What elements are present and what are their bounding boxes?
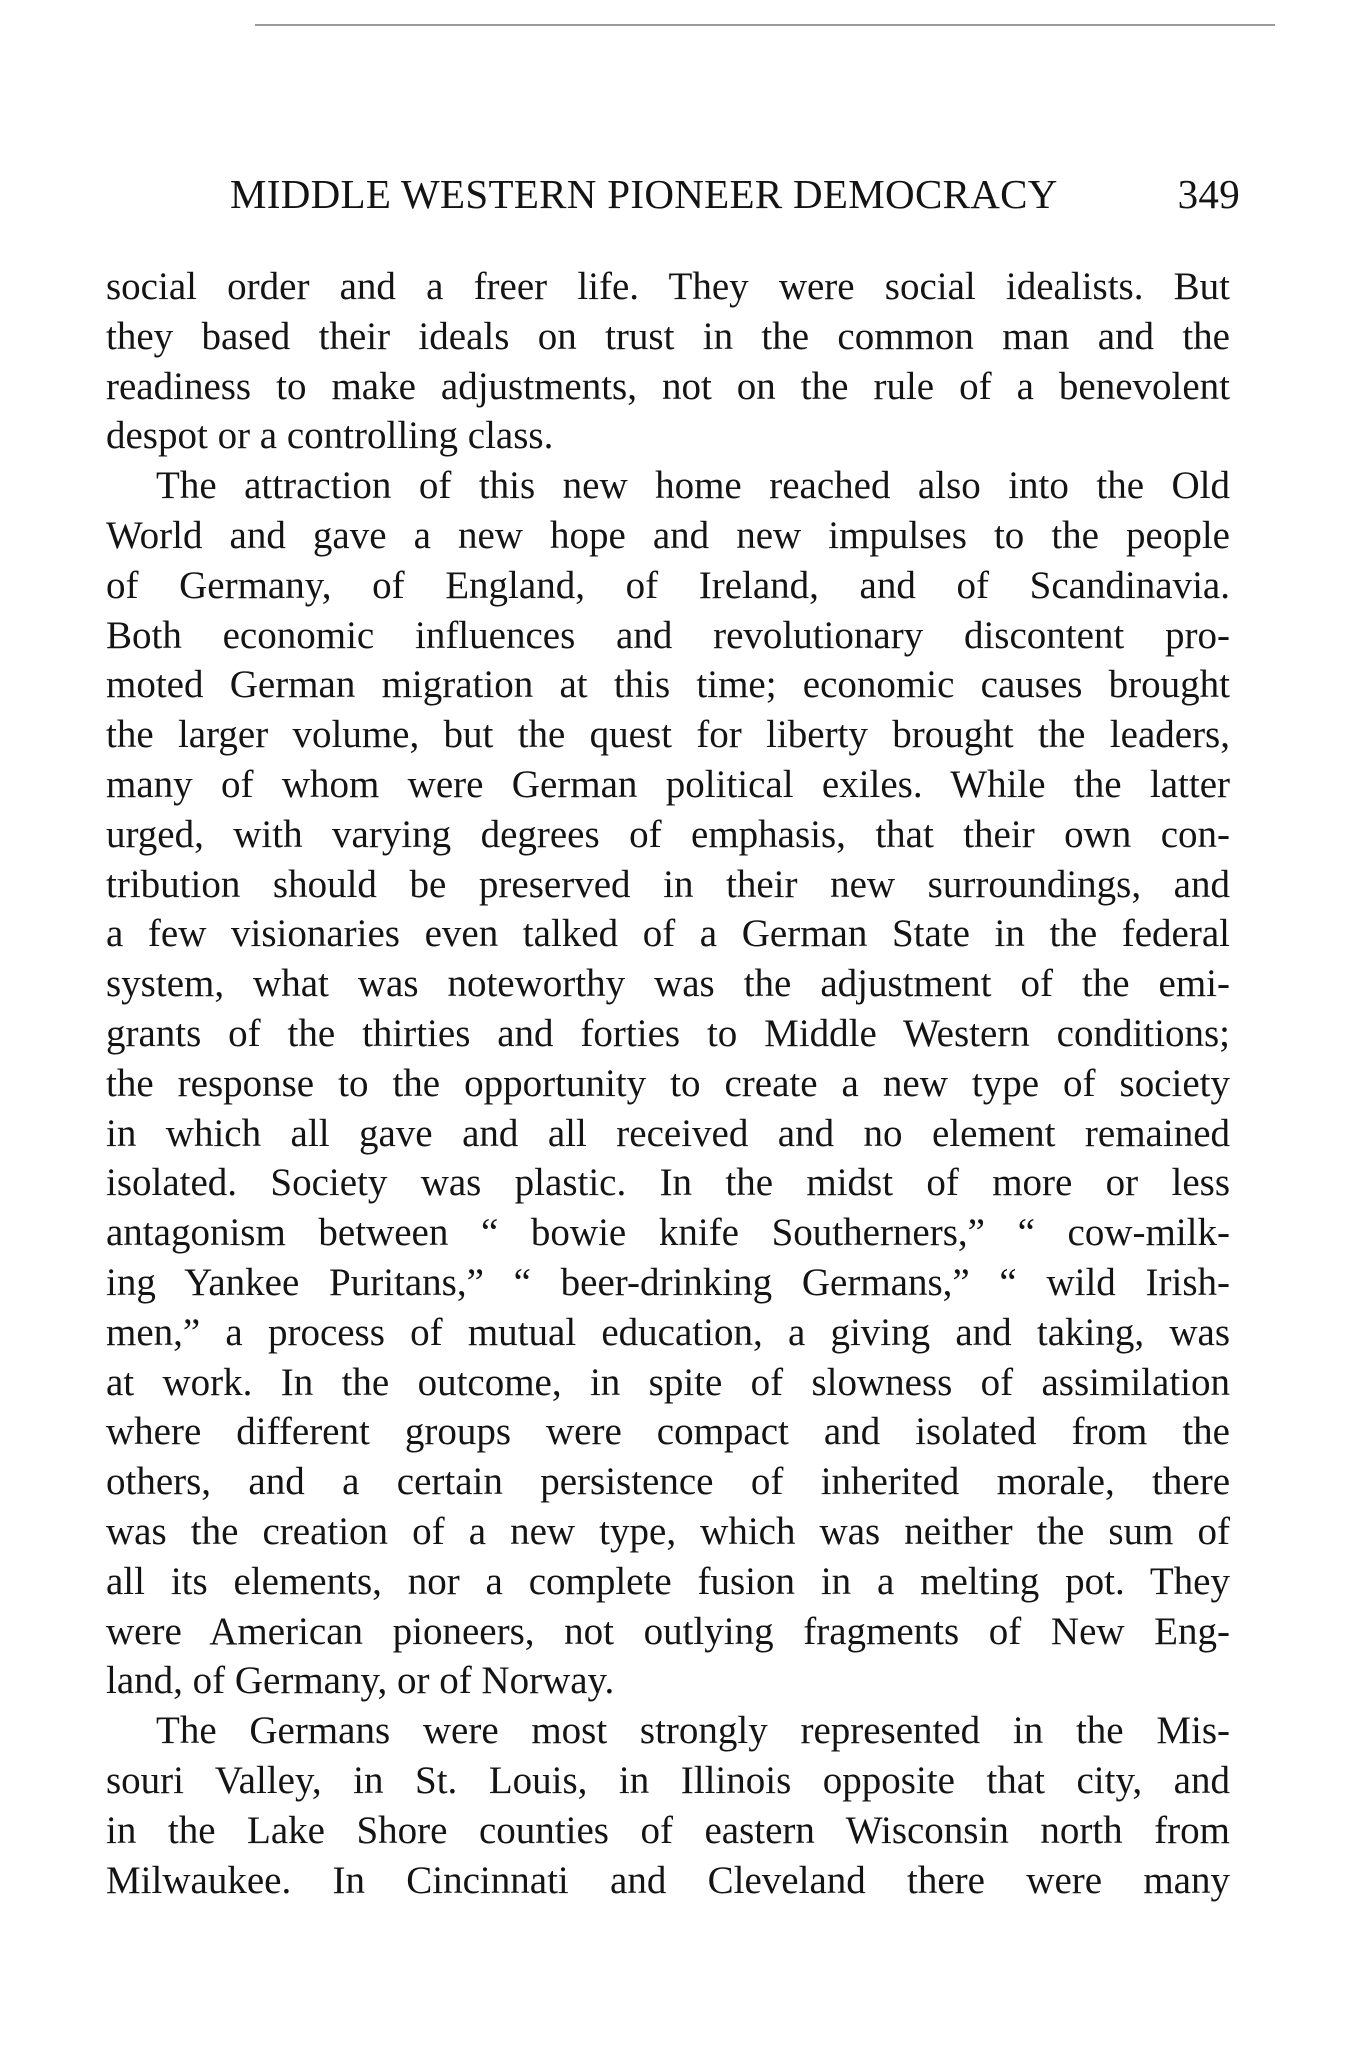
text-line: moted German migration at this time; economic causes brought [106, 663, 1230, 707]
text-line: readiness to make adjustments, not on the rule of a benevolent [106, 364, 1230, 408]
text-line: where different groups were compact and isolated from the [106, 1410, 1230, 1454]
text-line: The attraction of this new home reached also into the Old [156, 464, 1230, 508]
text-line: they based their ideals on trust in the common man and the [106, 314, 1230, 358]
text-line: system, what was noteworthy was the adjustment of the emi- [106, 962, 1230, 1006]
text-line: antagonism between “ bowie knife Southerners,” “ cow-milk- [106, 1211, 1230, 1255]
text-line: isolated. Society was plastic. In the midst of more or less [106, 1161, 1230, 1205]
text-line: many of whom were German political exiles. While the latter [106, 762, 1230, 806]
text-line: all its elements, nor a complete fusion in a melting pot. They [106, 1559, 1230, 1603]
text-line: social order and a freer life. They were social idealists. But [106, 265, 1230, 308]
running-title: MIDDLE WESTERN PIONEER DEMOCRACY [230, 171, 1058, 217]
text-line: of Germany, of England, of Ireland, and of Scandinavia. [106, 563, 1230, 607]
text-line: were American pioneers, not outlying fragments of New Eng- [106, 1609, 1230, 1653]
text-line: tribution should be preserved in their new surroundings, and [106, 862, 1230, 906]
text-line: in which all gave and all received and no element remained [106, 1111, 1230, 1155]
text-line: The Germans were most strongly represented in the Mis- [156, 1709, 1230, 1753]
text-line: others, and a certain persistence of inherited morale, there [106, 1460, 1230, 1504]
text-line: land, of Germany, or of Norway. [106, 1659, 615, 1703]
body-text [106, 262, 1230, 1905]
text-line: urged, with varying degrees of emphasis, that their own con- [106, 812, 1230, 856]
text-line: a few visionaries even talked of a German State in the federal [106, 912, 1230, 956]
text-line: the response to the opportunity to create a new type of society [106, 1061, 1230, 1105]
text-line: at work. In the outcome, in spite of slowness of assimilation [106, 1360, 1230, 1404]
running-head [230, 170, 1240, 230]
text-line: despot or a controlling class. [106, 414, 554, 458]
page-number: 349 [1177, 171, 1240, 217]
text-line: the larger volume, but the quest for liberty brought the leaders, [106, 713, 1230, 757]
text-line: in the Lake Shore counties of eastern Wisconsin north from [106, 1808, 1230, 1852]
text-line: souri Valley, in St. Louis, in Illinois opposite that city, and [106, 1758, 1230, 1802]
text-line: Both economic influences and revolutionary discontent pro- [106, 613, 1230, 657]
text-line: was the creation of a new type, which was neither the sum of [106, 1509, 1230, 1553]
text-line: ing Yankee Puritans,” “ beer-drinking Germans,” “ wild Irish- [106, 1260, 1230, 1304]
text-line: grants of the thirties and forties to Middle Western conditions; [106, 1011, 1230, 1055]
text-line: men,” a process of mutual education, a giving and taking, was [106, 1310, 1230, 1354]
text-line: Milwaukee. In Cincinnati and Cleveland there were many [106, 1858, 1230, 1902]
text-line: World and gave a new hope and new impulses to the people [106, 513, 1230, 557]
scan-top-rule [255, 24, 1275, 26]
